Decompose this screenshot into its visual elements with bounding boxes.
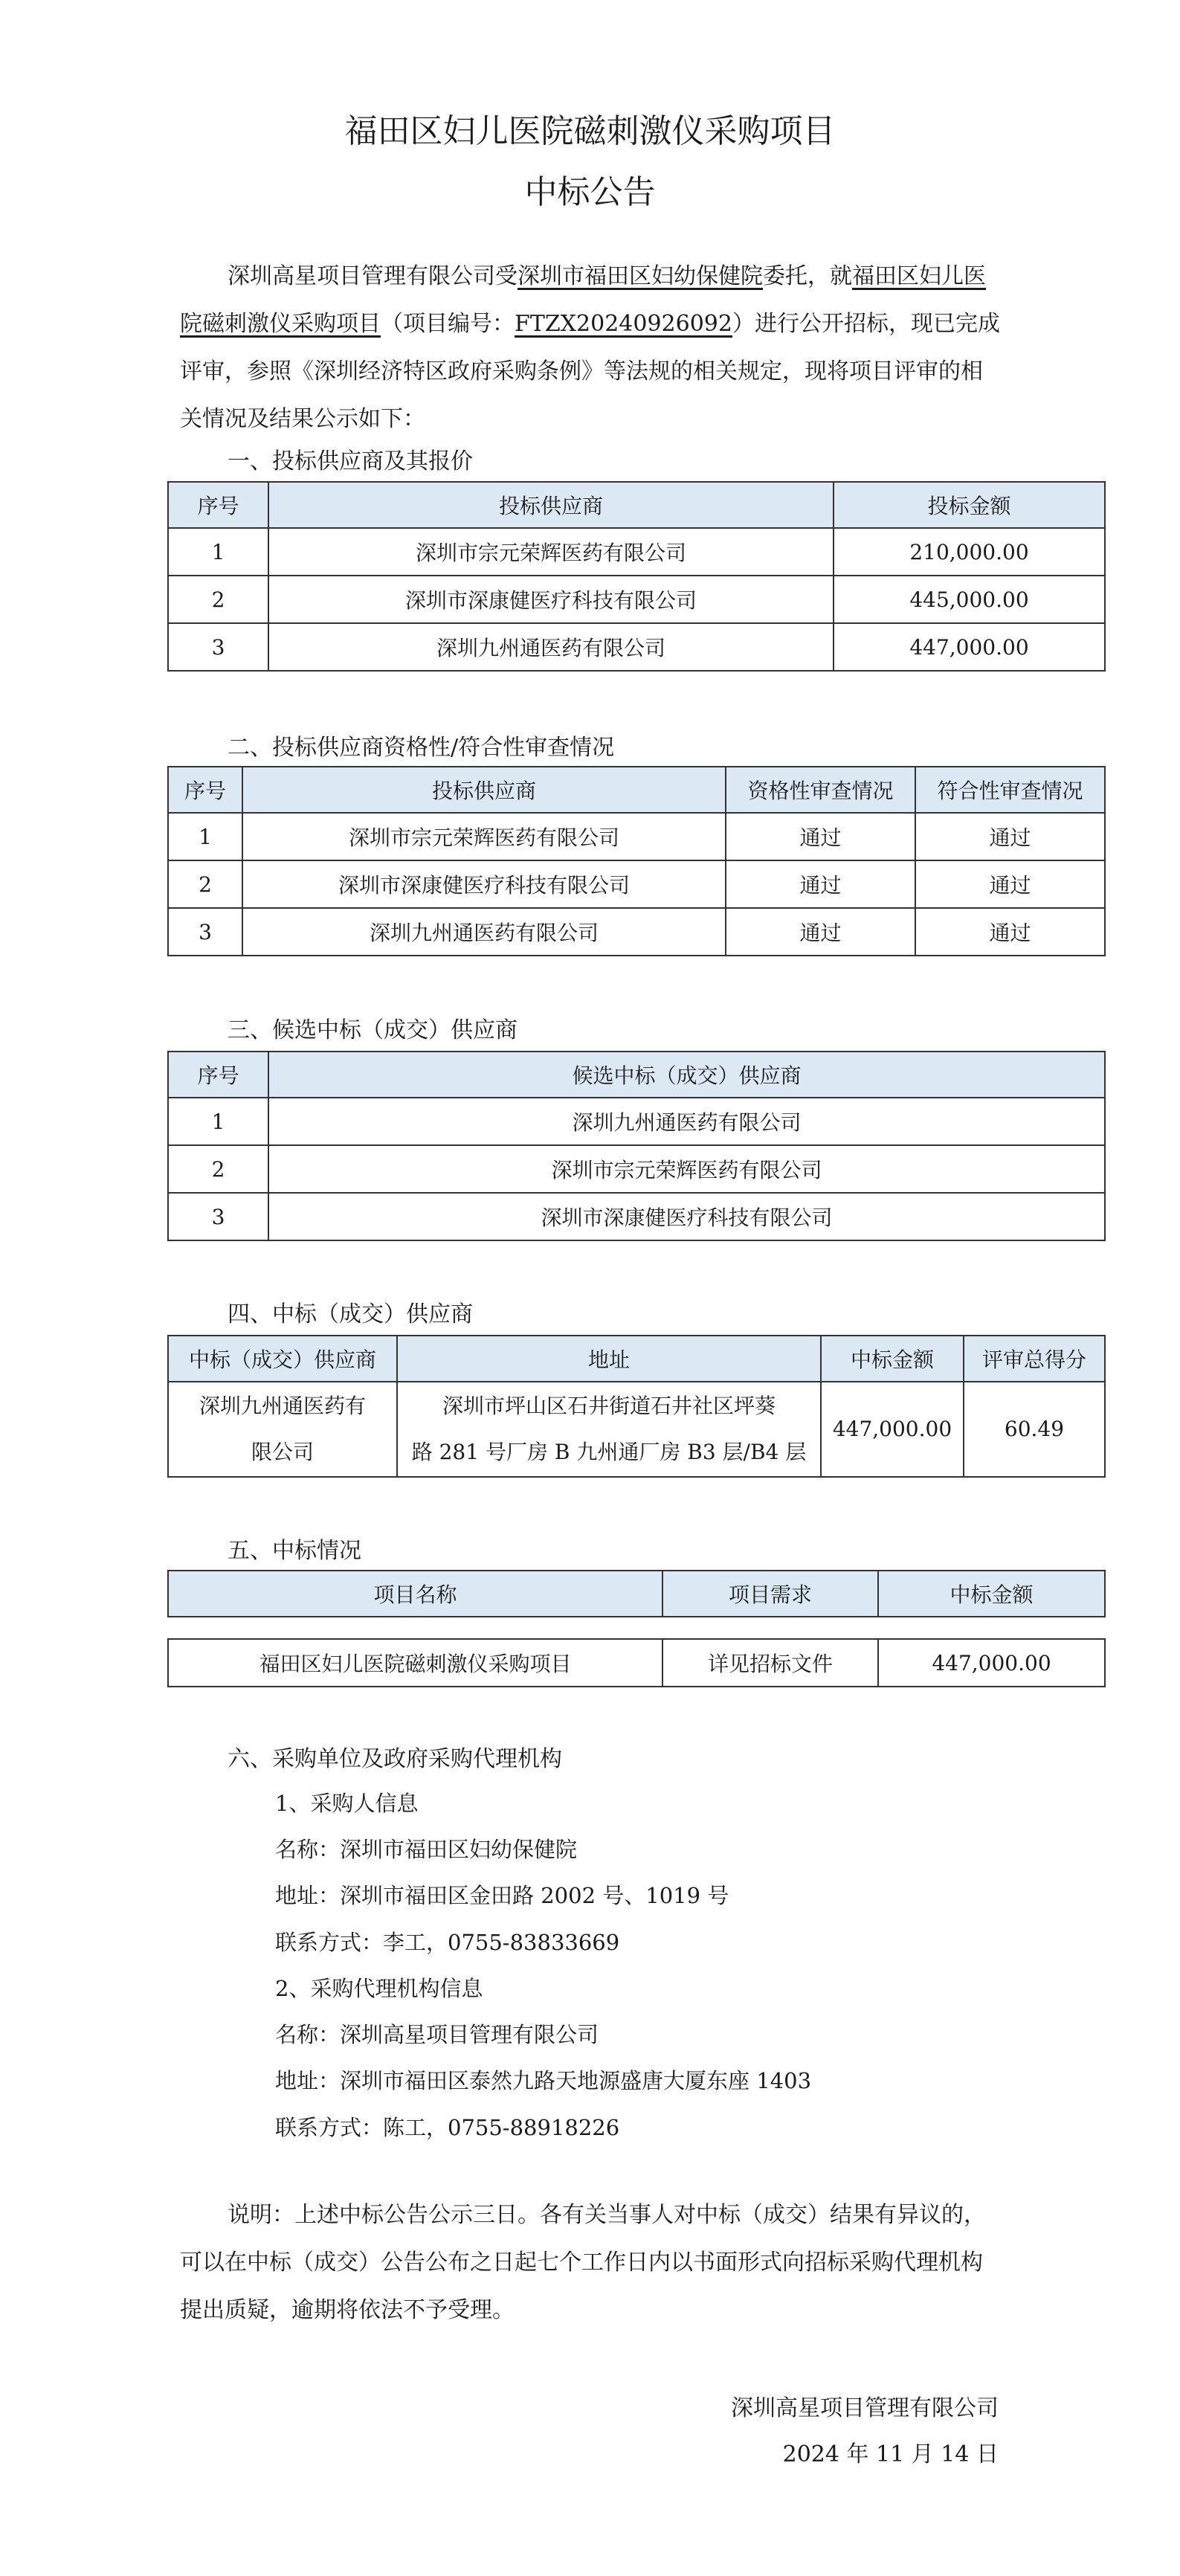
winner-address-cell	[397, 1382, 821, 1477]
header-cell: 序号	[168, 1052, 268, 1098]
table-cell: 3	[168, 623, 268, 671]
table-cell: 2	[168, 1145, 268, 1193]
qualification-table	[167, 766, 1106, 956]
agency-name: 名称：深圳高星项目管理有限公司	[275, 2022, 599, 2047]
buyer-info-title: 1、采购人信息	[275, 1791, 419, 1816]
intro-buyer: 深圳市福田区妇幼保健院	[518, 263, 763, 289]
table-cell: 2	[168, 860, 242, 908]
winner-supplier-cell	[168, 1382, 397, 1477]
table-cell: 3	[168, 908, 242, 956]
table-row	[168, 1098, 1105, 1145]
table-row	[168, 813, 1105, 860]
header-cell: 投标金额	[834, 482, 1105, 528]
table-cell: 深圳九州通医药有限公司	[268, 623, 834, 671]
note-paragraph: 说明：上述中标公告公示三日。各有关当事人对中标（成交）结果有异议的，可以在中标（成交）公告公布之日起七个工作日内以书面形式向招标采购代理机构提出质疑，逾期将依法不予受理。	[180, 2202, 986, 2323]
intro-text-2: 委托，就	[763, 263, 852, 289]
table-row	[168, 860, 1105, 908]
table-cell: 1	[168, 813, 242, 860]
table-row	[168, 528, 1105, 576]
table-cell: 深圳九州通医药有限公司	[242, 908, 726, 956]
intro-text-1: 深圳高星项目管理有限公司受	[228, 263, 518, 289]
header-cell: 序号	[168, 767, 242, 813]
table-cell: 通过	[915, 908, 1105, 956]
header-cell: 地址	[397, 1336, 821, 1382]
table-cell: 深圳市深康健医疗科技有限公司	[268, 1193, 1105, 1240]
signature-company: 深圳高星项目管理有限公司	[731, 2395, 999, 2421]
winner-table	[167, 1335, 1106, 1478]
winner-address-line-2: 路 281 号厂房 B 九州通厂房 B3 层/B4 层	[411, 1440, 807, 1464]
table-cell: 447,000.00	[878, 1639, 1105, 1687]
signature-date: 2024 年 11 月 14 日	[782, 2441, 999, 2467]
section-1-heading: 一、投标供应商及其报价	[228, 448, 473, 474]
table-cell: 通过	[726, 860, 915, 908]
winner-amount-cell: 447,000.00	[821, 1382, 964, 1477]
table-cell: 3	[168, 1193, 268, 1240]
table-cell: 深圳市宗元荣辉医药有限公司	[268, 528, 834, 576]
section-3-heading: 三、候选中标（成交）供应商	[228, 1017, 518, 1043]
table-header-row	[168, 767, 1105, 813]
table-row	[168, 1382, 1105, 1477]
table-header-row	[168, 1336, 1105, 1382]
table-cell: 通过	[915, 813, 1105, 860]
header-cell: 资格性审查情况	[726, 767, 915, 813]
header-cell: 投标供应商	[242, 767, 726, 813]
buyer-address: 地址：深圳市福田区金田路 2002 号、1019 号	[275, 1883, 729, 1908]
table-cell: 深圳市深康健医疗科技有限公司	[268, 576, 834, 623]
agency-info-title: 2、采购代理机构信息	[275, 1976, 483, 2001]
header-cell: 项目需求	[662, 1571, 878, 1617]
table-cell: 210,000.00	[834, 528, 1105, 576]
winner-address-line-1: 深圳市坪山区石井街道石井社区坪葵	[442, 1394, 776, 1418]
table-cell: 深圳市宗元荣辉医药有限公司	[242, 813, 726, 860]
intro-text-3: （项目编号：	[381, 311, 515, 337]
winner-score-cell: 60.49	[964, 1382, 1105, 1477]
section-6-heading: 六、采购单位及政府采购代理机构	[228, 1746, 562, 1772]
buyer-contact: 联系方式：李工，0755-83833669	[275, 1930, 620, 1955]
header-cell: 投标供应商	[268, 482, 834, 528]
section-4-heading: 四、中标（成交）供应商	[228, 1301, 473, 1327]
agency-contact: 联系方式：陈工，0755-88918226	[275, 2115, 620, 2140]
table-cell: 福田区妇儿医院磁刺激仪采购项目	[168, 1639, 662, 1687]
table-header-row	[168, 482, 1105, 528]
document-subtitle: 中标公告	[524, 173, 656, 211]
agency-address: 地址：深圳市福田区泰然九路天地源盛唐大厦东座 1403	[275, 2068, 812, 2093]
header-cell: 评审总得分	[964, 1336, 1105, 1382]
header-cell: 中标（成交）供应商	[168, 1336, 397, 1382]
bids-table	[167, 481, 1106, 672]
header-cell: 序号	[168, 482, 268, 528]
table-cell: 深圳市宗元荣辉医药有限公司	[268, 1145, 1105, 1193]
table-row	[168, 576, 1105, 623]
table-row	[168, 1193, 1105, 1240]
table-cell: 深圳市深康健医疗科技有限公司	[242, 860, 726, 908]
table-cell: 通过	[726, 908, 915, 956]
table-cell: 深圳九州通医药有限公司	[268, 1098, 1105, 1145]
section-2-heading: 二、投标供应商资格性/符合性审查情况	[228, 735, 615, 761]
document-title: 福田区妇儿医院磁刺激仪采购项目	[344, 112, 836, 150]
intro-paragraph	[180, 253, 1001, 443]
table-row	[168, 1145, 1105, 1193]
table-cell: 1	[168, 1098, 268, 1145]
header-cell: 中标金额	[821, 1336, 964, 1382]
intro-project: 福田区妇儿医院磁刺激仪采购项目	[180, 263, 986, 337]
winner-supplier-line-2: 限公司	[251, 1440, 314, 1464]
table-cell: 447,000.00	[834, 623, 1105, 671]
table-row	[168, 908, 1105, 956]
table-cell: 通过	[915, 860, 1105, 908]
table-header-row	[168, 1052, 1105, 1098]
intro-project-code: FTZX20240926092	[515, 311, 732, 337]
table-header-row	[168, 1571, 1105, 1617]
header-cell: 符合性审查情况	[915, 767, 1105, 813]
section-5-heading: 五、中标情况	[228, 1538, 361, 1564]
header-cell: 项目名称	[168, 1571, 662, 1617]
winner-supplier-line-1: 深圳九州通医药有	[199, 1394, 366, 1418]
table-cell: 详见招标文件	[662, 1639, 878, 1687]
table-cell: 445,000.00	[834, 576, 1105, 623]
header-cell: 候选中标（成交）供应商	[268, 1052, 1105, 1098]
award-body-table	[167, 1638, 1106, 1687]
award-header-table	[167, 1570, 1106, 1617]
table-cell: 通过	[726, 813, 915, 860]
table-cell: 1	[168, 528, 268, 576]
buyer-name: 名称：深圳市福田区妇幼保健院	[275, 1837, 578, 1862]
header-cell: 中标金额	[878, 1571, 1105, 1617]
table-cell: 2	[168, 576, 268, 623]
table-row	[168, 623, 1105, 671]
intro-text-4: ）进行公开招标，现已完成评审，参照《深圳经济特区政府采购条例》等法规的相关规定，现将项目评审的相关情况及结果公示如下：	[180, 311, 1000, 432]
table-row	[168, 1639, 1105, 1687]
candidates-table	[167, 1051, 1106, 1241]
